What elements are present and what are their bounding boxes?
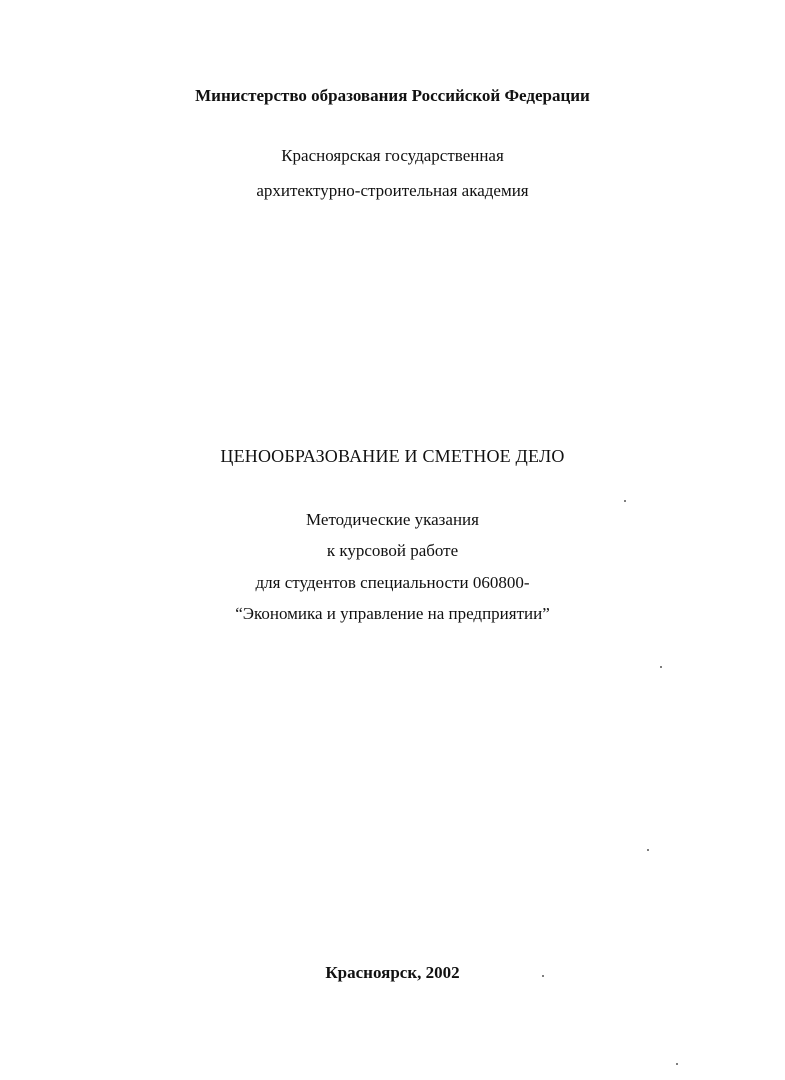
subtitle-line-3: для студентов специальности 060800- (255, 573, 530, 592)
subtitle-line-1: Методические указания (306, 510, 479, 529)
scan-speck (647, 849, 649, 851)
scan-speck (624, 500, 626, 502)
subtitle-line-2: к курсовой работе (326, 541, 459, 560)
document-title: ЦЕНООБРАЗОВАНИЕ И СМЕТНОЕ ДЕЛО (220, 446, 565, 466)
scan-speck (542, 975, 544, 977)
subtitle-line-4: “Экономика и управление на предприятии” (235, 604, 550, 623)
scan-speck (676, 1063, 678, 1065)
city-year: Красноярск, 2002 (325, 963, 460, 982)
academy-name-line-1: Красноярская государственная (281, 146, 504, 165)
ministry-heading: Министерство образования Российской Федерации (195, 86, 590, 105)
academy-name-line-2: архитектурно-строительная академия (256, 181, 529, 200)
scan-speck (660, 666, 662, 668)
